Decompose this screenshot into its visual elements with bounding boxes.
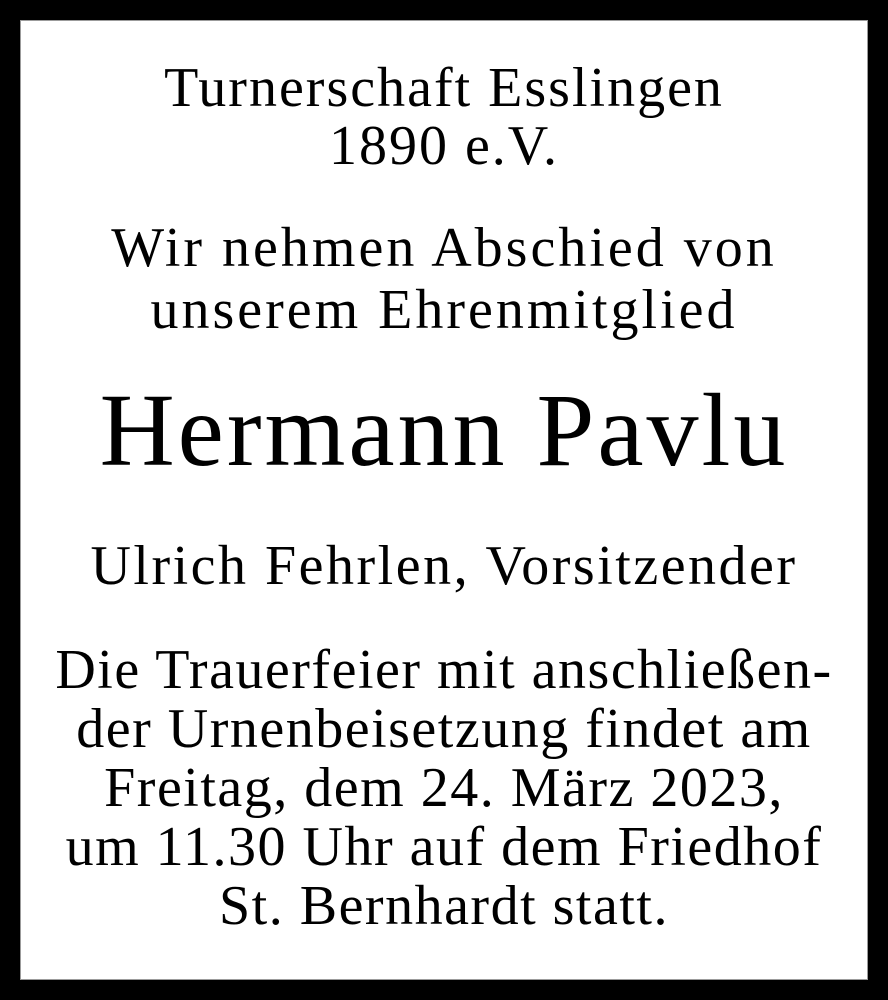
obituary-card [20, 20, 868, 980]
funeral-details-line: Freitag, dem 24. März 2023, [104, 757, 784, 819]
funeral-details-line: um 11.30 Uhr auf dem Friedhof [65, 816, 823, 878]
intro-line-1: Wir nehmen Abschied von [111, 217, 777, 279]
organization-name [21, 59, 867, 175]
organization-line-1: Turnerschaft Esslingen [164, 57, 724, 119]
funeral-details-line: St. Bernhardt statt. [219, 875, 669, 937]
intro-line-2: unserem Ehrenmitglied [150, 279, 738, 341]
funeral-details [21, 641, 867, 936]
funeral-details-line: der Urnenbeisetzung findet am [76, 698, 812, 760]
intro-text [21, 217, 867, 341]
signatory: Ulrich Fehrlen, Vorsitzender [90, 535, 798, 597]
organization-line-2: 1890 e.V. [328, 115, 560, 177]
deceased-name: Hermann Pavlu [99, 373, 789, 488]
funeral-details-line: Die Trauerfeier mit anschließen- [55, 639, 833, 701]
